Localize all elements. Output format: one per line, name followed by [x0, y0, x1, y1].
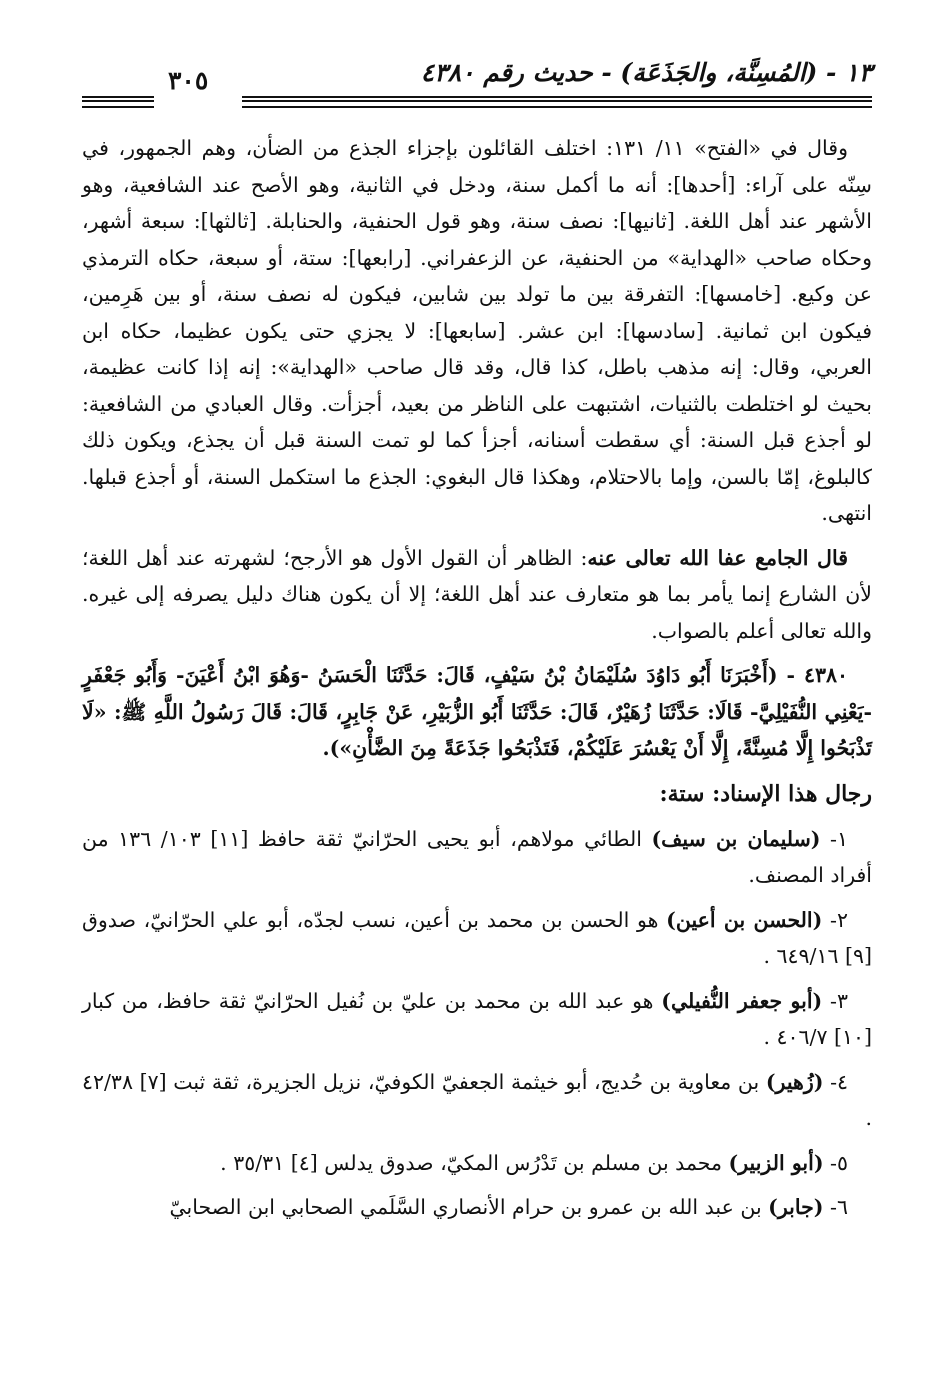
narrator-name: (سليمان بن سيف) — [651, 826, 821, 851]
narrator-text: هو الحسن بن محمد بن أعين، نسب لجدّه، أبو علي الحرّانيّ، صدوق [٩] ٦٤٩/١٦ . — [82, 907, 872, 968]
narrator-name: (جابر) — [768, 1195, 824, 1219]
narrator-name: (الحسن بن أعين) — [666, 907, 823, 932]
jami-label: قال الجامع عفا الله تعالى عنه — [587, 545, 848, 570]
chapter-title: ١٣ - (المُسِنَّة، والجَذَعَة) - حديث رقم ٤٣٨٠ — [420, 58, 872, 87]
narrator-number: ٣- — [830, 988, 848, 1013]
header-rule-right — [242, 96, 872, 108]
header-rule-left — [82, 96, 154, 108]
narrator-text: هو عبد الله بن محمد بن عليّ بن نُفيل الحرّانيّ ثقة حافظ، من كبار [١٠] ٤٠٦/٧ . — [82, 988, 872, 1049]
running-header — [82, 52, 872, 112]
narrator-entry — [82, 902, 872, 975]
narrator-text: بن معاوية بن حُديج، أبو خيثمة الجعفيّ الكوفيّ، نزيل الجزيرة، ثقة ثبت [٧] ٤٢/٣٨ . — [82, 1069, 872, 1130]
narrator-number: ١- — [830, 826, 848, 851]
narrator-name: (زُهير) — [765, 1069, 824, 1094]
header-rule-right-middle — [242, 100, 872, 102]
fath-quote-paragraph: وقال في «الفتح» ١١/ ١٣١: اختلف القائلون بإجزاء الجذع من الضأن، وهم الجمهور، في سِنّه على آراء: [أحدها]: أنه ما أكمل سنة، ودخل في الثانية، وهو الأصح عند الشافعية، وهو الأشهر عند أهل اللغة. [ثانيها]: نصف سنة، وهو قول الحنفية، والحنابلة. [ثالثها]: سبعة أشهر، وحكاه صاحب «الهداية» من الحنفية، عن الزعفراني. [رابعها]: ستة، أو سبعة، حكاه الترمذي عن وكيع. [خامسها]: التفرقة بين ما تولد بين شابين، فيكون له نصف سنة، أو بين هَرِمين، فيكون ابن ثمانية. [سادسها]: ابن عشر. [سابعها]: لا يجزي حتى يكون عظيما، حكاه ابن العربي، وقال: إنه مذهب باطل، كذا قال، وقد قال صاحب «الهداية»: إنه إذا كانت عظيمة، بحيث لو اختلطت بالثنيات، اشتبهت على الناظر من بعيد، أجزأت. وقال العبادي من الشافعية: لو أجذع قبل السنة: أي سقطت أسنانه، أجزأ كما لو تمت السنة قبل أن يجذع، ويكون ذلك كالبلوغ، إمّا بالسن، وإما بالاحتلام، وهكذا قال البغوي: الجذع ما استكمل السنة، أو أجذع قبلها. انتهى. — [82, 136, 872, 525]
narrator-name: (أبو الزبير) — [728, 1150, 824, 1175]
narrator-text: محمد بن مسلم بن تَدْرُس المكيّ، صدوق يدلس [٤] ٣٥/٣١ . — [220, 1150, 729, 1175]
narrator-number: ٦- — [830, 1195, 848, 1219]
page-number: ٣٠٥ — [168, 66, 209, 95]
narrator-text: بن عبد الله بن عمرو بن حرام الأنصاري السَّلَمي الصحابي ابن الصحابيّ — [169, 1195, 769, 1219]
narrator-number: ٥- — [830, 1150, 848, 1175]
narrator-entry — [82, 1064, 872, 1137]
narrator-number: ٤- — [830, 1069, 849, 1094]
narrator-text: الطائي مولاهم، أبو يحيى الحرّانيّ ثقة حافظ [١١] ١٠٣/ ١٣٦ من أفراد المصنف. — [82, 826, 872, 887]
section-heading: رجال هذا الإسناد: ستة: — [659, 780, 872, 807]
jami-comment-paragraph — [82, 540, 872, 650]
narrator-entry — [82, 821, 872, 894]
hadith-text: ٤٣٨٠ - (أَخْبَرَنَا أَبُو دَاوُدَ سُلَيْمَانُ بْنُ سَيْفٍ، قَالَ: حَدَّثَنَا الْحَسَنُ -وَهُوَ ابْنُ أَعْيَنَ- وَأَبُو جَعْفَرٍ -يَعْنِي النُّفَيْلِيَّ- قَالَا: حَدَّثَنَا زُهَيْرٌ، قَالَ: حَدَّثَنَا أَبُو الزُّبَيْرِ، عَنْ جَابِرٍ، قَالَ: قَالَ رَسُولُ اللَّهِ ﷺ: «لَا تَذْبَحُوا إِلَّا مُسِنَّةً، إِلَّا أَنْ يَعْسُرَ عَلَيْكُمْ، فَتَذْبَحُوا جَذَعَةً مِنَ الضَّأْنِ»). — [82, 663, 872, 760]
narrator-name: (أبو جعفر النُّفيلي) — [661, 988, 823, 1013]
narrator-entry — [82, 983, 872, 1056]
header-rule-left-middle — [82, 100, 154, 102]
narrator-number: ٢- — [830, 907, 848, 932]
jami-text: : الظاهر أن القول الأول هو الأرجح؛ لشهرته عند أهل اللغة؛ لأن الشارع إنما يأمر بما هو متعارف عند أهل اللغة؛ إلا أن يكون هناك دليل يصرفه إلى غيره. والله تعالى أعلم بالصواب. — [82, 545, 872, 643]
narrator-entry — [82, 1189, 872, 1226]
page-body — [82, 130, 872, 1234]
narrator-entry — [82, 1145, 872, 1182]
